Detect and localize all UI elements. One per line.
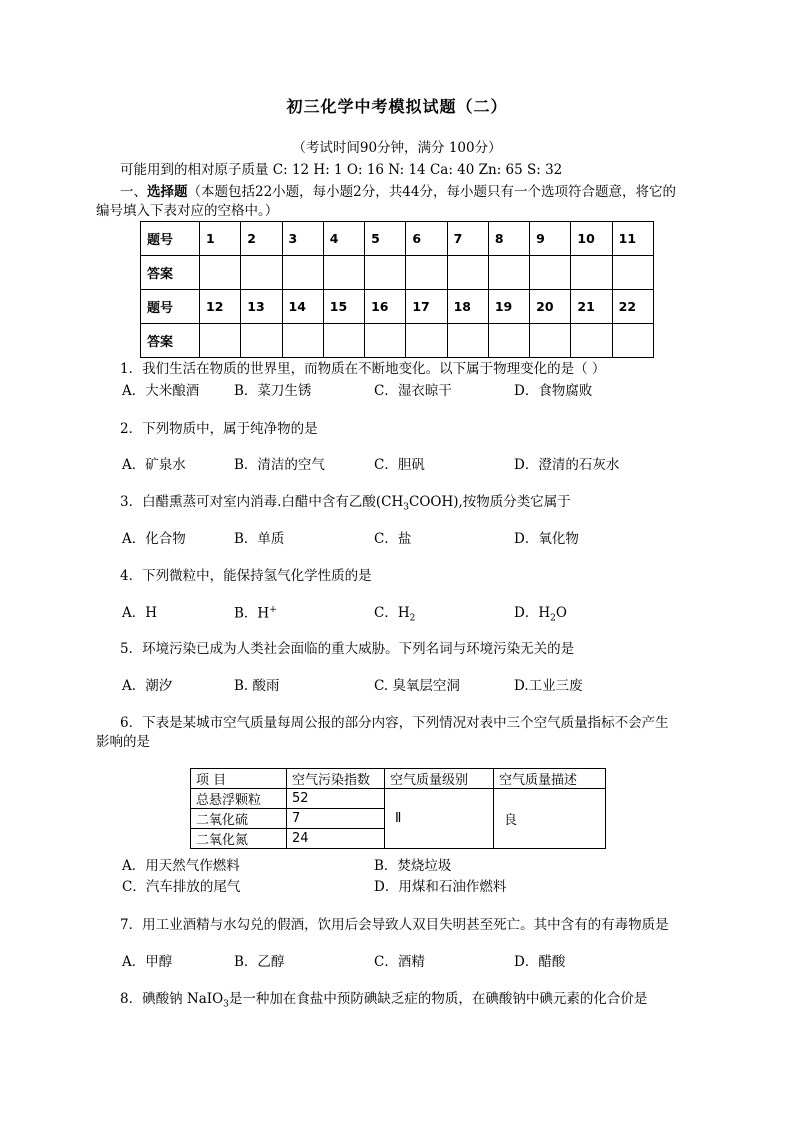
air-table-header	[191, 769, 606, 789]
q-no-cell: 15	[323, 290, 364, 324]
q-no-cell: 1	[200, 222, 241, 256]
q-no-cell: 9	[530, 222, 571, 256]
answer-cell[interactable]	[571, 256, 612, 290]
q8-subscript: 3	[223, 999, 229, 1010]
answer-cell[interactable]	[241, 256, 282, 290]
section-desc-2: 编号填入下表对应的空格中。）	[96, 203, 279, 219]
item-name: 二氧化硫	[191, 809, 287, 829]
q8-stem-b: 是一种加在食盐中预防碘缺乏症的物质，在碘酸钠中碘元素的化合价是	[228, 991, 648, 1007]
q7-option-c[interactable]: C．酒精	[374, 954, 425, 970]
label-answer: 答案	[141, 324, 200, 358]
q-no-cell: 18	[447, 290, 488, 324]
q4-option-d-text: D．H	[514, 605, 551, 621]
q4-option-a-text: A．H	[122, 605, 158, 621]
answer-table-row-numbers-1	[141, 222, 654, 256]
answer-table	[140, 221, 654, 358]
answer-cell[interactable]	[282, 256, 323, 290]
q-no-cell: 5	[365, 222, 406, 256]
answer-table-row-answers-2	[141, 324, 654, 358]
answer-cell[interactable]	[406, 256, 447, 290]
q-no-cell: 16	[365, 290, 406, 324]
header-desc: 空气质量描述	[494, 769, 606, 789]
q6-option-d[interactable]: D．用煤和石油作燃料	[374, 879, 507, 895]
q-no-cell: 17	[406, 290, 447, 324]
answer-table-row-answers-1	[141, 256, 654, 290]
answer-cell[interactable]	[241, 324, 282, 358]
q3-subscript: 3	[403, 502, 409, 513]
q4-option-b[interactable]	[234, 605, 277, 622]
label-question-no: 题号	[141, 290, 200, 324]
q-no-cell: 21	[571, 290, 612, 324]
table-row	[191, 789, 606, 809]
answer-table-row-numbers-2	[141, 290, 654, 324]
header-index: 空气污染指数	[287, 769, 385, 789]
answer-cell[interactable]	[530, 256, 571, 290]
answer-cell[interactable]	[323, 324, 364, 358]
q4-option-c[interactable]	[374, 605, 415, 624]
q-no-cell: 2	[241, 222, 282, 256]
q2-option-c[interactable]: C．胆矾	[374, 457, 425, 473]
section-title: 选择题	[147, 184, 188, 200]
q1-option-c[interactable]: C．湿衣晾干	[374, 383, 452, 399]
answer-cell[interactable]	[488, 324, 529, 358]
q-no-cell: 20	[530, 290, 571, 324]
q3-stem-b: COOH),按物质分类它属于	[408, 494, 571, 510]
q6-option-b[interactable]: B．焚烧垃圾	[374, 858, 452, 874]
q-no-cell: 19	[488, 290, 529, 324]
q3-option-a[interactable]: A．化合物	[122, 531, 186, 547]
item-index: 7	[287, 809, 385, 829]
question-5-stem: 5．环境污染已成为人类社会面临的重大威胁。下列名词与环境污染无关的是	[120, 641, 575, 657]
q5-option-d[interactable]: D.工业三废	[514, 678, 583, 694]
answer-cell[interactable]	[612, 256, 653, 290]
exam-subtitle: （考试时间90分钟，满分 100分）	[292, 140, 502, 156]
q3-option-d[interactable]: D．氧化物	[514, 531, 579, 547]
question-3-stem	[120, 494, 571, 513]
q-no-cell: 4	[323, 222, 364, 256]
q6-option-c[interactable]: C．汽车排放的尾气	[122, 879, 241, 895]
answer-cell[interactable]	[571, 324, 612, 358]
question-6-stem-2: 影响的是	[96, 734, 150, 750]
q4-option-d-tail: O	[555, 605, 567, 621]
answer-cell[interactable]	[200, 256, 241, 290]
q-no-cell: 7	[447, 222, 488, 256]
q-no-cell: 10	[571, 222, 612, 256]
q4-option-a[interactable]	[122, 605, 157, 621]
q5-option-c[interactable]: C. 臭氧层空洞	[374, 678, 460, 694]
label-question-no: 题号	[141, 222, 200, 256]
section-prefix: 一、	[120, 184, 147, 200]
section-desc: （本题包括22小题，每小题2分，共44分，每小题只有一个选项符合题意，将它的	[187, 184, 676, 200]
air-level: Ⅱ	[385, 789, 494, 849]
answer-cell[interactable]	[323, 256, 364, 290]
answer-cell[interactable]	[447, 324, 488, 358]
q2-option-a[interactable]: A．矿泉水	[122, 457, 186, 473]
q6-option-a[interactable]: A．用天然气作燃料	[122, 858, 240, 874]
item-index: 52	[287, 789, 385, 809]
header-item: 项 目	[191, 769, 287, 789]
q-no-cell: 3	[282, 222, 323, 256]
q3-stem-a: 3．白醋熏蒸可对室内消毒.白醋中含有乙酸(CH	[120, 494, 404, 510]
q1-option-d[interactable]: D．食物腐败	[514, 383, 593, 399]
question-8-stem	[120, 991, 647, 1010]
q-no-cell: 8	[488, 222, 529, 256]
q5-option-a[interactable]: A．潮汐	[122, 678, 173, 694]
air-quality-table	[190, 768, 606, 849]
q2-option-d[interactable]: D．澄清的石灰水	[514, 457, 620, 473]
q-no-cell: 6	[406, 222, 447, 256]
question-6-stem: 6．下表是某城市空气质量每周公报的部分内容，下列情况对表中三个空气质量指标不会产生	[120, 715, 669, 731]
q-no-cell: 14	[282, 290, 323, 324]
q1-option-a[interactable]: A．大米酿酒	[122, 383, 200, 399]
q4-option-b-text: B．H	[234, 605, 270, 622]
page-title: 初三化学中考模拟试题（二）	[286, 97, 508, 116]
q4-subscript: 2	[550, 613, 556, 624]
header-level: 空气质量级别	[385, 769, 494, 789]
answer-cell[interactable]	[365, 256, 406, 290]
q-no-cell: 22	[612, 290, 653, 324]
answer-cell[interactable]	[406, 324, 447, 358]
q3-option-c[interactable]: C．盐	[374, 531, 412, 547]
answer-cell[interactable]	[365, 324, 406, 358]
q4-subscript: 2	[409, 613, 416, 624]
item-name: 总悬浮颗粒	[191, 789, 287, 809]
question-1-stem: 1．我们生活在物质的世界里，而物质在不断地变化。以下属于物理变化的是（ ）	[120, 361, 606, 377]
answer-cell[interactable]	[447, 256, 488, 290]
question-4-stem: 4．下列微粒中，能保持氢气化学性质的是	[120, 568, 372, 584]
answer-cell[interactable]	[200, 324, 241, 358]
answer-cell[interactable]	[488, 256, 529, 290]
item-index: 24	[287, 829, 385, 849]
item-name: 二氧化氮	[191, 829, 287, 849]
q4-option-c-text: C．H	[374, 605, 410, 621]
q-no-cell: 11	[612, 222, 653, 256]
q7-option-d[interactable]: D．醋酸	[514, 954, 566, 970]
label-answer: 答案	[141, 256, 200, 290]
air-desc: 良	[494, 789, 606, 849]
q7-option-b[interactable]: B．乙醇	[234, 954, 285, 970]
q1-option-b[interactable]: B．菜刀生锈	[234, 383, 312, 399]
q4-superscript: +	[269, 605, 277, 615]
q8-stem-a: 8．碘酸钠 NaIO	[120, 991, 224, 1007]
atomic-mass-line: 可能用到的相对原子质量 C: 12 H: 1 O: 16 N: 14 Ca: 40 Zn: 65 S: 32	[120, 162, 563, 178]
answer-cell[interactable]	[530, 324, 571, 358]
q7-option-a[interactable]: A．甲醇	[122, 954, 173, 970]
question-2-stem: 2．下列物质中，属于纯净物的是	[120, 421, 318, 437]
q3-option-b[interactable]: B．单质	[234, 531, 285, 547]
q2-option-b[interactable]: B．清洁的空气	[234, 457, 325, 473]
section-heading	[120, 184, 676, 200]
q-no-cell: 13	[241, 290, 282, 324]
q4-option-d[interactable]	[514, 605, 567, 624]
answer-cell[interactable]	[612, 324, 653, 358]
q5-option-b[interactable]: B. 酸雨	[234, 678, 280, 694]
question-7-stem: 7．用工业酒精与水勾兑的假酒，饮用后会导致人双目失明甚至死亡。其中含有的有毒物质是	[120, 917, 669, 933]
answer-cell[interactable]	[282, 324, 323, 358]
q-no-cell: 12	[200, 290, 241, 324]
